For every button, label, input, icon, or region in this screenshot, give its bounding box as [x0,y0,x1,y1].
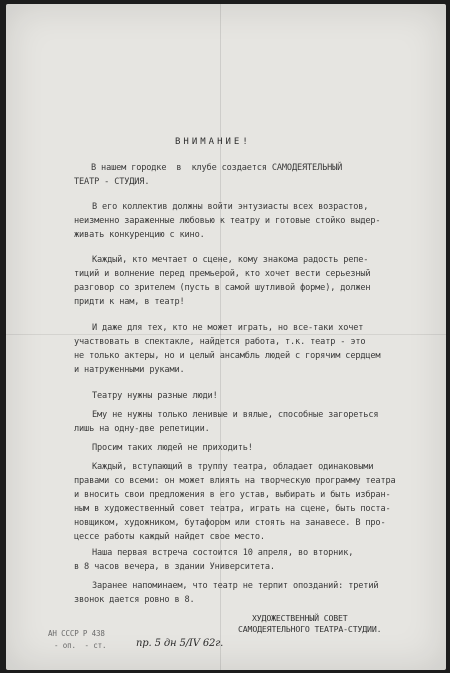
paragraph-line: Просим таких людей не приходить! [92,443,253,453]
paragraph-line: Каждый, кто мечтает о сцене, кому знакома радость репе- [92,255,369,265]
paragraph-line: Ему не нужны только ленивые и вялые, способные загореться [92,410,379,420]
paragraph-line: лишь на одну-две репетиции. [74,424,210,434]
paragraph-line: тиций и волнение перед премьерой, кто хочет вести серьезный [74,269,371,279]
paragraph-line: цессе работы каждый найдет свое место. [74,532,265,542]
paragraph-line: В его коллектив должны войти энтузиасты всех возрастов, [92,202,369,212]
paragraph-line: неизменно зараженные любовью к театру и готовые стойко выдер- [74,216,381,226]
paragraph-line: живать конкуренцию с кино. [74,230,205,240]
document-page [6,4,446,670]
paragraph-line: И даже для тех, кто не может играть, но все-таки хочет [92,323,364,333]
document-title: ВНИМАНИЕ! [175,137,251,147]
paragraph-line: Каждый, вступающий в труппу театра, обладает одинаковыми [92,462,374,472]
signature-line: ХУДОЖЕСТВЕННЫЙ СОВЕТ [252,613,348,623]
paragraph-line: не только актеры, но и целый ансамбль людей с горячим сердцем [74,351,381,361]
paragraph-line: В нашем городке в клубе создается САМОДЕЯТЕЛЬНЫЙ [91,163,343,173]
paragraph-line: звонок дается ровно в 8. [74,595,195,605]
paragraph-line: и вносить свои предложения в его устав, выбирать и быть избран- [74,490,391,500]
fold-crease-horizontal [6,334,446,335]
paragraph-line: и натруженными руками. [74,365,185,375]
paragraph-line: участвовать в спектакле, найдется работа, т.к. театр - это [74,337,366,347]
paragraph-line: Наша первая встреча состоится 10 апреля, во вторник, [92,548,354,558]
paragraph-line: придти к нам, в театр! [74,297,185,307]
paragraph-line: Театру нужны разные люди! [92,391,218,401]
paragraph-line: в 8 часов вечера, в здании Университета. [74,562,275,572]
paragraph-line: новщиком, художником, бутафором или стоять на занавесе. В про- [74,518,386,528]
paragraph-line: ным в художественный совет театра, играть на сцене, быть поста- [74,504,391,514]
paragraph-line: ТЕАТР - СТУДИЯ. [74,177,150,187]
paragraph-line: Заранее напоминаем, что театр не терпит опозданий: третий [92,581,379,591]
handwritten-note: пр. 5 дн 5/IV 62г. [136,638,224,649]
signature-line: САМОДЕЯТЕЛЬНОГО ТЕАТРА-СТУДИИ. [238,624,382,634]
archive-stamp-line: - оп. - ст. [54,641,107,650]
paragraph-line: разговор со зрителем (пусть в самой шутливой форме), должен [74,283,371,293]
paragraph-line: правами со всеми: он может влиять на творческую программу театра [74,476,396,486]
archive-stamp-line: АН СССР Р 438 [48,629,105,638]
